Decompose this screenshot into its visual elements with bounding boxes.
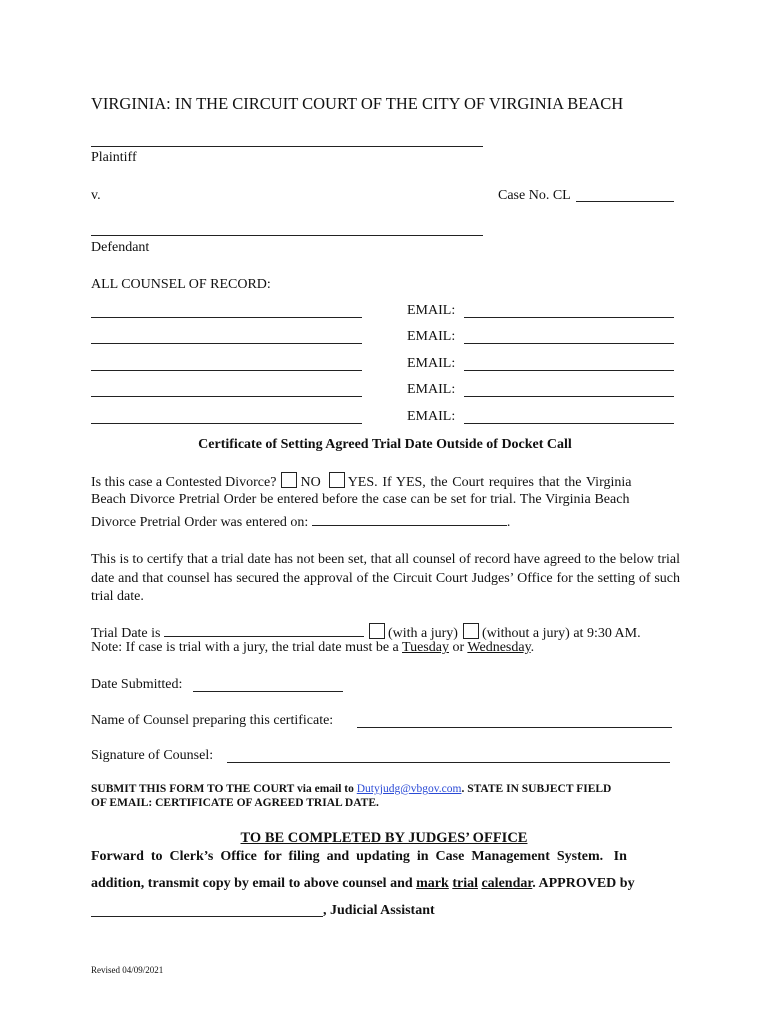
- versus-label: v.: [91, 188, 101, 203]
- jury-note-wednesday: Wednesday: [467, 640, 531, 655]
- counsel-name-field[interactable]: [91, 343, 362, 344]
- contested-line-3: [91, 513, 510, 531]
- email-field[interactable]: [464, 343, 674, 344]
- plaintiff-label: Plaintiff: [91, 150, 137, 165]
- jury-note: [91, 640, 534, 656]
- court-title: VIRGINIA: IN THE CIRCUIT COURT OF THE CITY OF VIRGINIA BEACH: [91, 94, 624, 113]
- signature-field[interactable]: [227, 762, 670, 763]
- judicial-assistant-field[interactable]: [91, 916, 323, 917]
- without-jury-checkbox[interactable]: [463, 623, 479, 639]
- counsel-name-field[interactable]: [91, 317, 362, 318]
- contested-yes-checkbox[interactable]: [329, 472, 345, 488]
- case-number-field[interactable]: [576, 201, 674, 202]
- email-label: EMAIL:: [407, 409, 456, 424]
- email-label: EMAIL:: [407, 303, 456, 318]
- with-jury-checkbox[interactable]: [369, 623, 385, 639]
- jury-note-text: Note: If case is trial with a jury, the trial date must be a: [91, 640, 399, 655]
- counsel-name-label: Name of Counsel preparing this certificate:: [91, 713, 334, 728]
- counsel-name-field[interactable]: [91, 396, 362, 397]
- counsel-name-field[interactable]: [91, 370, 362, 371]
- pretrial-order-period: .: [506, 515, 511, 530]
- judges-office-line-1: Forward to Clerk’s Office for filing and updating in Case Management System. In: [91, 849, 627, 864]
- certificate-title: Certificate of Setting Agreed Trial Date Outside of Docket Call: [198, 437, 572, 452]
- pretrial-order-date-field[interactable]: [312, 513, 507, 526]
- email-field[interactable]: [464, 370, 674, 371]
- plaintiff-name-line[interactable]: [91, 146, 483, 147]
- submit-instructions: [91, 783, 611, 795]
- certify-paragraph: This is to certify that a trial date has not been set, that all counsel of record have agreed to the below trial date and that counsel has secured the approval of the Circuit Court Judges’ Office for the setting of such trial date.: [91, 552, 680, 604]
- defendant-label: Defendant: [91, 240, 150, 255]
- mark-text: mark: [416, 876, 449, 891]
- judges-office-heading-text: TO BE COMPLETED BY JUDGES’ OFFICE: [240, 830, 528, 846]
- trial-text: trial: [452, 876, 478, 891]
- email-label: EMAIL:: [407, 382, 456, 397]
- jury-note-tuesday: Tuesday: [402, 640, 449, 655]
- contested-no-checkbox[interactable]: [281, 472, 297, 488]
- email-field[interactable]: [464, 317, 674, 318]
- email-field[interactable]: [464, 423, 674, 424]
- with-jury-label: (with a jury): [387, 626, 458, 641]
- contested-no-label: NO: [300, 475, 321, 490]
- counsel-heading: ALL COUNSEL OF RECORD:: [91, 277, 271, 292]
- jury-note-end: .: [530, 640, 535, 655]
- defendant-name-line[interactable]: [91, 235, 483, 236]
- jury-note-or: or: [452, 640, 465, 655]
- contested-yes-text: YES. If YES, the Court requires that the Virginia: [347, 475, 632, 490]
- judges-office-line-2: [91, 876, 635, 892]
- calendar-text: calendar: [481, 876, 533, 891]
- trial-date-field[interactable]: [164, 624, 364, 637]
- signature-label: Signature of Counsel:: [91, 748, 214, 763]
- case-number-label: Case No. CL: [498, 188, 571, 203]
- submit-instructions-line-2: OF EMAIL: CERTIFICATE OF AGREED TRIAL DATE.: [91, 797, 379, 809]
- judges-office-heading: [0, 830, 770, 847]
- date-submitted-field[interactable]: [193, 691, 343, 692]
- trial-date-label: Trial Date is: [91, 626, 161, 641]
- pretrial-order-label: Divorce Pretrial Order was entered on:: [91, 515, 309, 530]
- without-jury-label: (without a jury) at 9:30 AM.: [481, 626, 641, 641]
- email-label: EMAIL:: [407, 356, 456, 371]
- contested-line-2: Beach Divorce Pretrial Order be entered before the case can be set for trial. The Virginia Beach: [91, 492, 630, 507]
- email-field[interactable]: [464, 396, 674, 397]
- email-label: EMAIL:: [407, 329, 456, 344]
- counsel-name-field[interactable]: [91, 423, 362, 424]
- contested-question-line: [91, 472, 631, 491]
- date-submitted-label: Date Submitted:: [91, 677, 183, 692]
- submit-email-link[interactable]: Dutyjudg@vbgov.com: [356, 783, 462, 795]
- counsel-name-field[interactable]: [357, 727, 672, 728]
- submit-text-continued: . STATE IN SUBJECT FIELD: [461, 783, 612, 795]
- revision-date: Revised 04/09/2021: [91, 965, 164, 975]
- contested-question: Is this case a Contested Divorce?: [91, 475, 277, 490]
- judges-office-text: addition, transmit copy by email to above counsel and: [91, 876, 413, 891]
- judicial-assistant-label: , Judicial Assistant: [323, 903, 435, 918]
- approved-by-text: . APPROVED by: [532, 876, 635, 891]
- submit-text: SUBMIT THIS FORM TO THE COURT via email to: [91, 783, 354, 795]
